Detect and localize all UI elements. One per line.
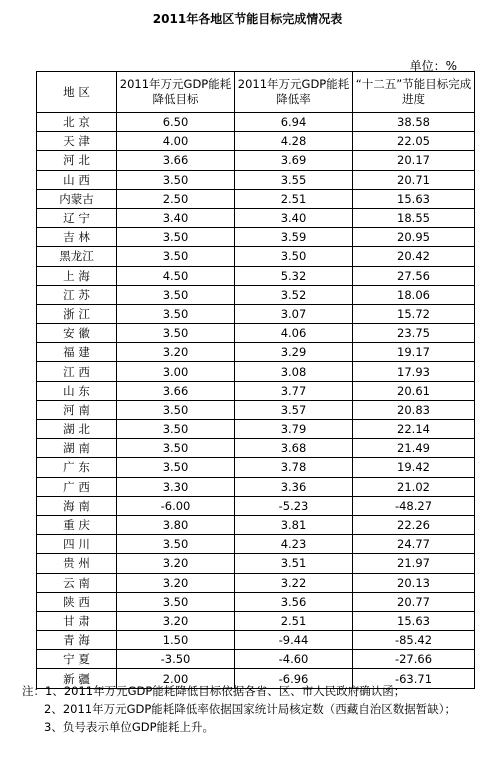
target-cell: -6.00 xyxy=(117,496,235,515)
table-row xyxy=(37,151,475,170)
region-cell: 云 南 xyxy=(37,573,117,592)
target-cell: 3.50 xyxy=(117,439,235,458)
table-row xyxy=(37,381,475,400)
region-cell: 广 东 xyxy=(37,458,117,477)
target-cell: -3.50 xyxy=(117,650,235,669)
region-cell: 山 西 xyxy=(37,170,117,189)
region-cell: 上 海 xyxy=(37,266,117,285)
table-row xyxy=(37,208,475,227)
rate-cell: 3.36 xyxy=(235,477,353,496)
table-title: 2011年各地区节能目标完成情况表 xyxy=(152,12,343,26)
progress-cell: -85.42 xyxy=(353,631,475,650)
rate-cell: 3.52 xyxy=(235,285,353,304)
table-row xyxy=(37,266,475,285)
rate-cell: 3.79 xyxy=(235,420,353,439)
target-cell: 6.50 xyxy=(117,113,235,132)
rate-cell: 4.23 xyxy=(235,535,353,554)
progress-cell: 22.05 xyxy=(353,132,475,151)
progress-cell: 20.17 xyxy=(353,151,475,170)
header-row xyxy=(37,72,475,113)
target-cell: 3.66 xyxy=(117,151,235,170)
rate-cell: -4.60 xyxy=(235,650,353,669)
progress-cell: 21.02 xyxy=(353,477,475,496)
progress-cell: 20.95 xyxy=(353,228,475,247)
progress-cell: 22.14 xyxy=(353,420,475,439)
table-row xyxy=(37,439,475,458)
progress-cell: -63.71 xyxy=(353,669,475,688)
progress-cell: 20.13 xyxy=(353,573,475,592)
table-row xyxy=(37,650,475,669)
progress-cell: 27.56 xyxy=(353,266,475,285)
progress-cell: 22.26 xyxy=(353,515,475,534)
target-cell: 3.50 xyxy=(117,228,235,247)
rate-cell: -5.23 xyxy=(235,496,353,515)
rate-cell: 2.51 xyxy=(235,611,353,630)
table-row xyxy=(37,343,475,362)
progress-cell: -48.27 xyxy=(353,496,475,515)
rate-cell: 3.78 xyxy=(235,458,353,477)
target-cell: 3.20 xyxy=(117,573,235,592)
region-cell: 江 苏 xyxy=(37,285,117,304)
region-cell: 黑龙江 xyxy=(37,247,117,266)
table-row xyxy=(37,611,475,630)
table-row xyxy=(37,362,475,381)
region-cell: 青 海 xyxy=(37,631,117,650)
header-progress: “十二五”节能目标完成进度 xyxy=(353,72,475,113)
target-cell: 3.20 xyxy=(117,611,235,630)
progress-cell: 19.42 xyxy=(353,458,475,477)
header-target: 2011年万元GDP能耗降低目标 xyxy=(117,72,235,113)
target-cell: 3.20 xyxy=(117,343,235,362)
progress-cell: 20.77 xyxy=(353,592,475,611)
target-cell: 4.50 xyxy=(117,266,235,285)
table-row xyxy=(37,170,475,189)
region-cell: 湖 南 xyxy=(37,439,117,458)
region-cell: 重 庆 xyxy=(37,515,117,534)
target-cell: 2.00 xyxy=(117,669,235,688)
rate-cell: 3.07 xyxy=(235,304,353,323)
table-row xyxy=(37,113,475,132)
progress-cell: 18.06 xyxy=(353,285,475,304)
header-rate: 2011年万元GDP能耗降低率 xyxy=(235,72,353,113)
target-cell: 3.40 xyxy=(117,208,235,227)
region-cell: 山 东 xyxy=(37,381,117,400)
target-cell: 3.50 xyxy=(117,420,235,439)
table-row xyxy=(37,592,475,611)
rate-cell: 3.22 xyxy=(235,573,353,592)
unit-label: 单位：% xyxy=(409,59,457,73)
region-cell: 内蒙古 xyxy=(37,189,117,208)
rate-cell: 3.56 xyxy=(235,592,353,611)
progress-cell: 18.55 xyxy=(353,208,475,227)
target-cell: 3.50 xyxy=(117,592,235,611)
rate-cell: 5.32 xyxy=(235,266,353,285)
progress-cell: 15.72 xyxy=(353,304,475,323)
table-row xyxy=(37,132,475,151)
table-row xyxy=(37,247,475,266)
target-cell: 3.20 xyxy=(117,554,235,573)
target-cell: 3.80 xyxy=(117,515,235,534)
table-row xyxy=(37,304,475,323)
target-cell: 3.00 xyxy=(117,362,235,381)
region-cell: 北 京 xyxy=(37,113,117,132)
target-cell: 4.00 xyxy=(117,132,235,151)
table-row xyxy=(37,535,475,554)
table-row xyxy=(37,420,475,439)
table-row xyxy=(37,458,475,477)
progress-cell: 21.97 xyxy=(353,554,475,573)
rate-cell: 3.81 xyxy=(235,515,353,534)
target-cell: 3.50 xyxy=(117,535,235,554)
rate-cell: 3.55 xyxy=(235,170,353,189)
table-row xyxy=(37,631,475,650)
table-row xyxy=(37,515,475,534)
rate-cell: 6.94 xyxy=(235,113,353,132)
rate-cell: 3.29 xyxy=(235,343,353,362)
progress-cell: 19.17 xyxy=(353,343,475,362)
table-row xyxy=(37,285,475,304)
table-row xyxy=(37,496,475,515)
rate-cell: 3.59 xyxy=(235,228,353,247)
progress-cell: 17.93 xyxy=(353,362,475,381)
region-cell: 四 川 xyxy=(37,535,117,554)
target-cell: 3.66 xyxy=(117,381,235,400)
progress-cell: 15.63 xyxy=(353,611,475,630)
footnotes xyxy=(22,682,477,736)
table-row xyxy=(37,228,475,247)
footnote-1: 注：1、2011年万元GDP能耗降低目标依据各省、区、市人民政府确认函； xyxy=(22,684,406,698)
rate-cell: -6.96 xyxy=(235,669,353,688)
progress-cell: 20.61 xyxy=(353,381,475,400)
target-cell: 1.50 xyxy=(117,631,235,650)
progress-cell: 20.83 xyxy=(353,400,475,419)
progress-cell: 21.49 xyxy=(353,439,475,458)
target-cell: 2.50 xyxy=(117,189,235,208)
rate-cell: -9.44 xyxy=(235,631,353,650)
rate-cell: 3.68 xyxy=(235,439,353,458)
region-cell: 安 徽 xyxy=(37,324,117,343)
region-cell: 陕 西 xyxy=(37,592,117,611)
progress-cell: 38.58 xyxy=(353,113,475,132)
region-cell: 贵 州 xyxy=(37,554,117,573)
region-cell: 河 南 xyxy=(37,400,117,419)
progress-cell: -27.66 xyxy=(353,650,475,669)
target-cell: 3.30 xyxy=(117,477,235,496)
region-cell: 广 西 xyxy=(37,477,117,496)
rate-cell: 3.08 xyxy=(235,362,353,381)
progress-cell: 24.77 xyxy=(353,535,475,554)
table-row xyxy=(37,573,475,592)
progress-cell: 15.63 xyxy=(353,189,475,208)
region-cell: 河 北 xyxy=(37,151,117,170)
target-cell: 3.50 xyxy=(117,458,235,477)
energy-target-table xyxy=(36,71,475,689)
target-cell: 3.50 xyxy=(117,170,235,189)
region-cell: 辽 宁 xyxy=(37,208,117,227)
rate-cell: 3.69 xyxy=(235,151,353,170)
table-row xyxy=(37,477,475,496)
table-row xyxy=(37,189,475,208)
progress-cell: 20.42 xyxy=(353,247,475,266)
progress-cell: 23.75 xyxy=(353,324,475,343)
header-region: 地 区 xyxy=(37,72,117,113)
region-cell: 吉 林 xyxy=(37,228,117,247)
region-cell: 天 津 xyxy=(37,132,117,151)
table-body xyxy=(37,113,475,689)
rate-cell: 3.50 xyxy=(235,247,353,266)
rate-cell: 3.57 xyxy=(235,400,353,419)
region-cell: 宁 夏 xyxy=(37,650,117,669)
rate-cell: 4.28 xyxy=(235,132,353,151)
table-row xyxy=(37,324,475,343)
region-cell: 海 南 xyxy=(37,496,117,515)
footnote-3: 3、负号表示单位GDP能耗上升。 xyxy=(44,720,215,734)
rate-cell: 4.06 xyxy=(235,324,353,343)
target-cell: 3.50 xyxy=(117,247,235,266)
target-cell: 3.50 xyxy=(117,400,235,419)
region-cell: 新 疆 xyxy=(37,669,117,688)
rate-cell: 3.40 xyxy=(235,208,353,227)
footnote-2: 2、2011年万元GDP能耗降低率依据国家统计局核定数（西藏自治区数据暂缺）； xyxy=(44,702,457,716)
target-cell: 3.50 xyxy=(117,304,235,323)
table-row xyxy=(37,554,475,573)
rate-cell: 3.77 xyxy=(235,381,353,400)
region-cell: 福 建 xyxy=(37,343,117,362)
progress-cell: 20.71 xyxy=(353,170,475,189)
rate-cell: 3.51 xyxy=(235,554,353,573)
region-cell: 甘 肃 xyxy=(37,611,117,630)
region-cell: 湖 北 xyxy=(37,420,117,439)
target-cell: 3.50 xyxy=(117,285,235,304)
table-row xyxy=(37,400,475,419)
target-cell: 3.50 xyxy=(117,324,235,343)
region-cell: 浙 江 xyxy=(37,304,117,323)
region-cell: 江 西 xyxy=(37,362,117,381)
rate-cell: 2.51 xyxy=(235,189,353,208)
